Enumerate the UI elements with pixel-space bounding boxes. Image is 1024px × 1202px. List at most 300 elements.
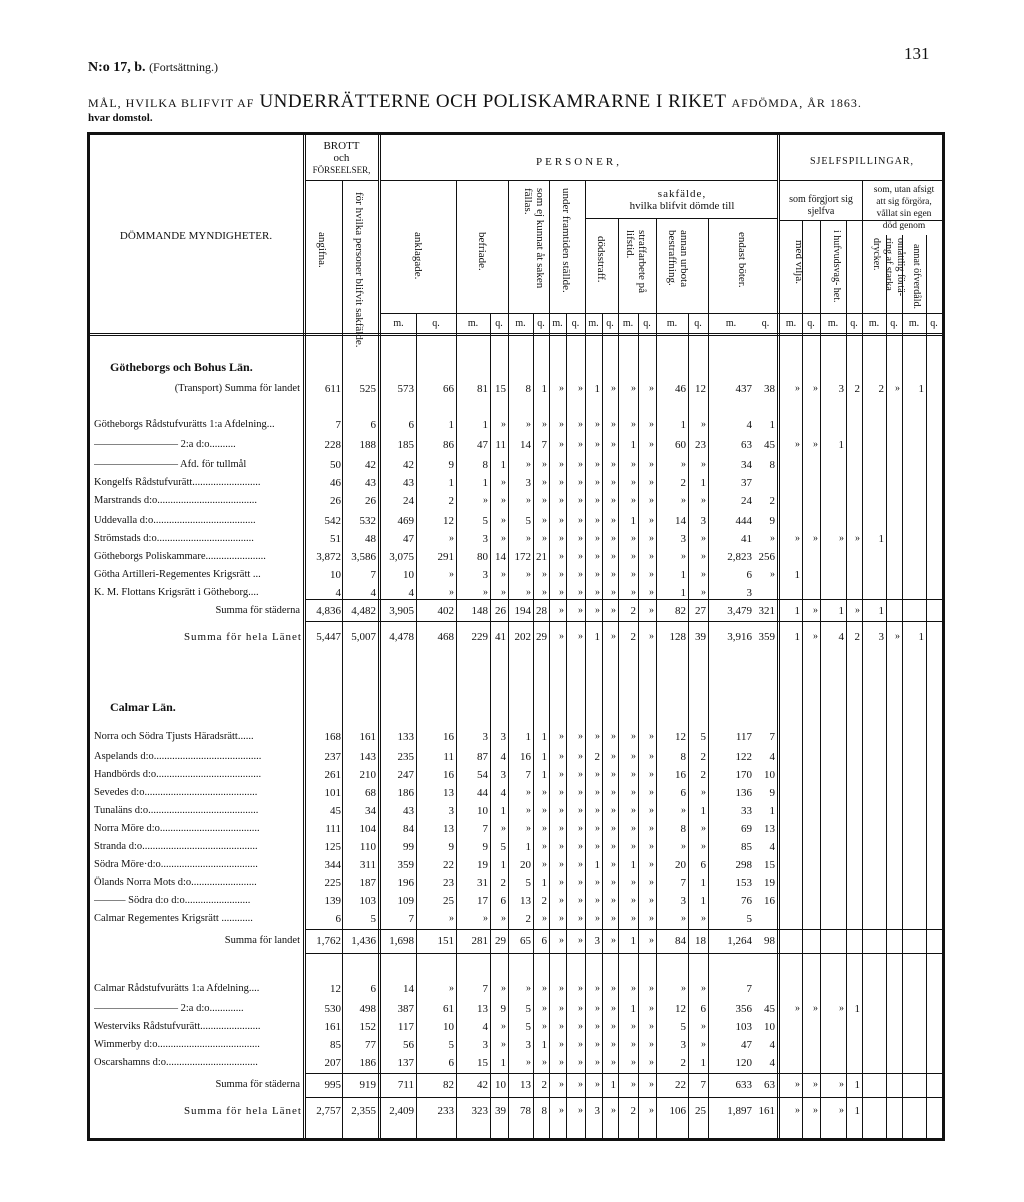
cell-value: » bbox=[631, 787, 636, 798]
header-anklagade: anklagade. bbox=[412, 232, 424, 280]
cell-value: 45 bbox=[764, 439, 775, 451]
cell-value: » bbox=[649, 1021, 654, 1032]
cell-value: » bbox=[578, 751, 583, 762]
cell-value: » bbox=[649, 477, 654, 488]
cell-value: » bbox=[681, 495, 686, 506]
cell-value: 86 bbox=[443, 439, 454, 451]
cell-value: » bbox=[559, 587, 564, 598]
cell-value: » bbox=[649, 787, 654, 798]
table-row bbox=[90, 856, 944, 874]
cell-value: 532 bbox=[359, 515, 376, 527]
cell-value: » bbox=[449, 569, 454, 580]
cell-value: 1 bbox=[482, 477, 488, 489]
cell-value: 3 bbox=[482, 533, 488, 545]
cell-value: » bbox=[559, 551, 564, 562]
table-row bbox=[90, 910, 944, 928]
row-label: K. M. Flottans Krigsrätt i Götheborg.... bbox=[94, 587, 259, 598]
cell-value: 542 bbox=[324, 515, 341, 527]
cell-value: » bbox=[595, 495, 600, 506]
cell-value: 56 bbox=[403, 1039, 414, 1051]
cell-value: 2,355 bbox=[351, 1105, 376, 1117]
cell-value: » bbox=[501, 477, 506, 488]
table-row bbox=[90, 1102, 944, 1120]
cell-value: 3 bbox=[482, 1039, 488, 1051]
unit-m: m. bbox=[666, 318, 678, 329]
page-number: 131 bbox=[904, 44, 930, 63]
table-row bbox=[90, 628, 944, 646]
cell-value: 161 bbox=[758, 1105, 775, 1117]
cell-value: 11 bbox=[495, 439, 506, 451]
cell-value: 22 bbox=[675, 1079, 686, 1091]
cell-value: 128 bbox=[669, 631, 686, 643]
unit-m: m. bbox=[515, 318, 526, 329]
cell-value: 12 bbox=[330, 983, 341, 995]
row-label: ———————— 2:a d:o.......... bbox=[94, 439, 236, 450]
cell-value: » bbox=[611, 515, 616, 526]
unit-m: m. bbox=[467, 318, 479, 329]
cell-value: 41 bbox=[495, 631, 506, 643]
cell-value: 12 bbox=[675, 731, 686, 743]
cell-value: 3 bbox=[594, 935, 600, 947]
cell-value: 65 bbox=[520, 935, 531, 947]
cell-value: 45 bbox=[764, 1003, 775, 1015]
cell-value: » bbox=[701, 551, 706, 562]
cell-value: 210 bbox=[359, 769, 376, 781]
row-label: ———————— 2:a d:o............. bbox=[94, 1003, 244, 1014]
cell-value: » bbox=[449, 587, 454, 598]
cell-value: » bbox=[611, 1057, 616, 1068]
cell-value: » bbox=[559, 823, 564, 834]
cell-value: 6 bbox=[680, 787, 686, 799]
cell-value: » bbox=[578, 605, 583, 616]
cell-value: » bbox=[701, 419, 706, 430]
cell-value: 26 bbox=[495, 605, 506, 617]
header-hvilka-domde: hvilka blifvit dömde till bbox=[629, 200, 735, 212]
cell-value: » bbox=[595, 1079, 600, 1090]
cell-value: » bbox=[578, 1079, 583, 1090]
header-hufvudsvagighet: i hufvudsvag- het. bbox=[831, 230, 842, 303]
cell-value: 7 bbox=[335, 419, 341, 431]
cell-value: 4 bbox=[500, 787, 506, 799]
cell-value: 6 bbox=[370, 419, 376, 431]
unit-q: q. bbox=[890, 318, 898, 329]
cell-value: » bbox=[611, 439, 616, 450]
row-label: Handbörds d:o........................................ bbox=[94, 769, 262, 780]
cell-value: » bbox=[631, 1021, 636, 1032]
cell-value: » bbox=[839, 1003, 844, 1014]
cell-value: » bbox=[526, 495, 531, 506]
cell-value: » bbox=[649, 859, 654, 870]
cell-value: » bbox=[595, 1021, 600, 1032]
cell-value: » bbox=[542, 533, 547, 544]
cell-value: 281 bbox=[471, 935, 488, 947]
cell-value: » bbox=[526, 533, 531, 544]
header-dodsstraff: dödsstraff. bbox=[595, 236, 607, 283]
cell-value: 39 bbox=[495, 1105, 506, 1117]
cell-value: 76 bbox=[741, 895, 752, 907]
cell-value: 2 bbox=[680, 477, 686, 489]
cell-value: » bbox=[578, 459, 583, 470]
cell-value: » bbox=[855, 605, 860, 616]
cell-value: » bbox=[701, 1021, 706, 1032]
cell-value: 1 bbox=[854, 1003, 860, 1015]
table-row bbox=[90, 492, 944, 510]
cell-value: » bbox=[559, 1021, 564, 1032]
cell-value: » bbox=[611, 1003, 616, 1014]
cell-value: 2 bbox=[854, 383, 860, 395]
cell-value: 133 bbox=[397, 731, 414, 743]
cell-value: » bbox=[501, 587, 506, 598]
cell-value: 3 bbox=[482, 569, 488, 581]
cell-value: 202 bbox=[514, 631, 531, 643]
cell-value: 41 bbox=[741, 533, 752, 545]
cell-value: » bbox=[559, 841, 564, 852]
unit-q: q. bbox=[761, 318, 770, 329]
cell-value: 5 bbox=[700, 731, 706, 743]
cell-value: » bbox=[559, 787, 564, 798]
cell-value: 63 bbox=[764, 1079, 775, 1091]
cell-value: 3 bbox=[448, 805, 454, 817]
cell-value: » bbox=[501, 1039, 506, 1050]
cell-value: 161 bbox=[324, 1021, 341, 1033]
cell-value: » bbox=[631, 533, 636, 544]
cell-value: 14 bbox=[495, 551, 506, 563]
cell-value: 120 bbox=[735, 1057, 752, 1069]
cell-value: » bbox=[895, 383, 900, 394]
table-row bbox=[90, 1036, 944, 1054]
cell-value: 5,007 bbox=[351, 631, 376, 643]
cell-value: » bbox=[542, 1021, 547, 1032]
cell-value: 5 bbox=[525, 1003, 531, 1015]
cell-value: » bbox=[649, 383, 654, 394]
cell-value: 3,075 bbox=[389, 551, 414, 563]
unit-q: q. bbox=[807, 318, 815, 329]
cell-value: » bbox=[611, 859, 616, 870]
cell-value: » bbox=[559, 495, 564, 506]
cell-value: » bbox=[526, 419, 531, 430]
cell-value: 228 bbox=[324, 439, 341, 451]
unit-m: m. bbox=[827, 318, 839, 329]
cell-value: » bbox=[542, 419, 547, 430]
cell-value: » bbox=[578, 769, 583, 780]
cell-value: » bbox=[595, 419, 600, 430]
cell-value: » bbox=[611, 569, 616, 580]
cell-value: 1 bbox=[769, 419, 775, 431]
cell-value: » bbox=[595, 1057, 600, 1068]
cell-value: » bbox=[559, 859, 564, 870]
cell-value: 153 bbox=[735, 877, 752, 889]
cell-value: » bbox=[611, 751, 616, 762]
unit-q: q. bbox=[432, 318, 440, 329]
cell-value: 26 bbox=[330, 495, 341, 507]
cell-value: 10 bbox=[764, 1021, 775, 1033]
unit-m: m. bbox=[552, 318, 563, 329]
cell-value: » bbox=[681, 841, 686, 852]
cell-value: 261 bbox=[324, 769, 341, 781]
cell-value: 29 bbox=[495, 935, 506, 947]
table-row bbox=[90, 602, 944, 620]
cell-value: » bbox=[611, 841, 616, 852]
cell-value: 8 bbox=[680, 823, 686, 835]
cell-value: 5 bbox=[482, 515, 488, 527]
cell-value: 46 bbox=[675, 383, 686, 395]
cell-value: » bbox=[611, 459, 616, 470]
series-heading bbox=[88, 60, 218, 76]
row-label: ———————— Afd. för tullmål bbox=[94, 459, 247, 470]
cell-value: 47 bbox=[477, 439, 488, 451]
cell-value: 1 bbox=[594, 631, 600, 643]
rule-personer bbox=[381, 180, 777, 181]
cell-value: 1 bbox=[482, 419, 488, 431]
cell-value: » bbox=[701, 787, 706, 798]
cell-value: » bbox=[542, 515, 547, 526]
cell-value: 13 bbox=[764, 823, 775, 835]
cell-value: 1 bbox=[500, 459, 506, 471]
cell-value: » bbox=[578, 859, 583, 870]
cell-value: 34 bbox=[365, 805, 376, 817]
cell-value: 1 bbox=[918, 383, 924, 395]
header-under-framtiden: under framtiden ställde. bbox=[560, 188, 572, 293]
cell-value: » bbox=[649, 459, 654, 470]
table-row bbox=[90, 548, 944, 566]
unit-m: m. bbox=[588, 318, 599, 329]
cell-value: 437 bbox=[735, 383, 752, 395]
cell-value: » bbox=[631, 569, 636, 580]
cell-value: » bbox=[542, 1057, 547, 1068]
unit-m: m. bbox=[393, 318, 404, 329]
cell-value: » bbox=[595, 569, 600, 580]
table-row bbox=[90, 436, 944, 454]
cell-value: 3 bbox=[878, 631, 884, 643]
cell-value: 170 bbox=[735, 769, 752, 781]
cell-value: 3 bbox=[680, 1039, 686, 1051]
cell-value: » bbox=[855, 533, 860, 544]
cell-value: » bbox=[595, 983, 600, 994]
cell-value: 1,264 bbox=[727, 935, 752, 947]
cell-value: 5 bbox=[525, 515, 531, 527]
cell-value: 6 bbox=[448, 1057, 454, 1069]
cell-value: » bbox=[701, 495, 706, 506]
cell-value: 6 bbox=[335, 913, 341, 925]
cell-value: » bbox=[578, 439, 583, 450]
cell-value: » bbox=[795, 1003, 800, 1014]
cell-value: » bbox=[611, 631, 616, 642]
cell-value: 27 bbox=[695, 605, 706, 617]
cell-value: 387 bbox=[397, 1003, 414, 1015]
cell-value: 1 bbox=[878, 605, 884, 617]
cell-value: 4 bbox=[769, 1039, 775, 1051]
cell-value: 995 bbox=[324, 1079, 341, 1091]
cell-value: 10 bbox=[495, 1079, 506, 1091]
cell-value: 77 bbox=[365, 1039, 376, 1051]
cell-value: 5 bbox=[500, 841, 506, 853]
table-row bbox=[90, 892, 944, 910]
cell-value: 46 bbox=[330, 477, 341, 489]
cell-value: » bbox=[578, 895, 583, 906]
cell-value: 4 bbox=[746, 419, 752, 431]
cell-value: 1 bbox=[794, 631, 800, 643]
cell-value: 12 bbox=[695, 383, 706, 395]
cell-value: 3 bbox=[525, 477, 531, 489]
cell-value: 3 bbox=[680, 895, 686, 907]
cell-value: » bbox=[813, 533, 818, 544]
header-befriade: befriade. bbox=[476, 232, 488, 271]
table-row bbox=[90, 728, 944, 746]
unit-q: q. bbox=[606, 318, 614, 329]
cell-value: » bbox=[578, 1057, 583, 1068]
row-label: Götheborgs Rådstufvurätts 1:a Afdelning... bbox=[94, 419, 275, 430]
cell-value: 1 bbox=[700, 1057, 706, 1069]
table-row bbox=[90, 566, 944, 584]
cell-value: 311 bbox=[359, 859, 376, 871]
cell-value: » bbox=[542, 787, 547, 798]
cell-value: » bbox=[813, 1003, 818, 1014]
header-att-sig: att sig förgöra, bbox=[876, 197, 932, 207]
cell-value: » bbox=[631, 1057, 636, 1068]
cell-value: 8 bbox=[541, 1105, 547, 1117]
cell-value: » bbox=[483, 495, 488, 506]
cell-value: 194 bbox=[514, 605, 531, 617]
cell-value: 8 bbox=[769, 459, 775, 471]
rule-sakfalde bbox=[585, 218, 777, 219]
cell-value: » bbox=[542, 495, 547, 506]
cell-value: » bbox=[649, 495, 654, 506]
cell-value: 103 bbox=[735, 1021, 752, 1033]
cell-value: » bbox=[578, 477, 583, 488]
cell-value: » bbox=[501, 823, 506, 834]
cell-value: 15 bbox=[764, 859, 775, 871]
cell-value: » bbox=[701, 533, 706, 544]
cell-value: » bbox=[578, 533, 583, 544]
cell-value: 1,698 bbox=[389, 935, 414, 947]
cell-value: 13 bbox=[443, 823, 454, 835]
cell-value: 23 bbox=[695, 439, 706, 451]
table-row bbox=[90, 1018, 944, 1036]
table-row bbox=[90, 456, 944, 474]
cell-value: 3 bbox=[680, 533, 686, 545]
cell-value: » bbox=[595, 515, 600, 526]
cell-value: 10 bbox=[330, 569, 341, 581]
cell-value: 3,905 bbox=[389, 605, 414, 617]
cell-value: 99 bbox=[403, 841, 414, 853]
cell-value: 172 bbox=[514, 551, 531, 563]
cell-value: 2 bbox=[769, 495, 775, 507]
cell-value: 106 bbox=[669, 1105, 686, 1117]
row-label: Södra Möre·d:o..................................... bbox=[94, 859, 258, 870]
cell-value: 8 bbox=[680, 751, 686, 763]
cell-value: » bbox=[578, 841, 583, 852]
cell-value: » bbox=[578, 419, 583, 430]
cell-value: 10 bbox=[443, 1021, 454, 1033]
cell-value: » bbox=[649, 419, 654, 430]
cell-value: » bbox=[542, 1003, 547, 1014]
header-och: och bbox=[333, 152, 350, 164]
cell-value: 21 bbox=[536, 551, 547, 563]
cell-value: 4 bbox=[500, 751, 506, 763]
cell-value: » bbox=[631, 769, 636, 780]
cell-value: 111 bbox=[325, 823, 341, 835]
cell-value: 20 bbox=[675, 859, 686, 871]
cell-value: 3 bbox=[500, 769, 506, 781]
rule-sum bbox=[305, 599, 944, 600]
cell-value: 1 bbox=[541, 1039, 547, 1051]
unit-m: m. bbox=[908, 318, 920, 329]
cell-value: 19 bbox=[477, 859, 488, 871]
cell-value: » bbox=[501, 569, 506, 580]
cell-value: 2 bbox=[525, 913, 531, 925]
cell-value: » bbox=[649, 631, 654, 642]
cell-value: » bbox=[649, 895, 654, 906]
cell-value: 6 bbox=[541, 935, 547, 947]
cell-value: 444 bbox=[735, 515, 752, 527]
table-row bbox=[90, 874, 944, 892]
cell-value: » bbox=[701, 1039, 706, 1050]
cell-value: » bbox=[526, 787, 531, 798]
cell-value: 42 bbox=[403, 459, 414, 471]
cell-value: » bbox=[631, 587, 636, 598]
cell-value: 1 bbox=[794, 569, 800, 581]
cell-value: 25 bbox=[443, 895, 454, 907]
cell-value: 63 bbox=[741, 439, 752, 451]
unit-m: m. bbox=[622, 318, 634, 329]
cell-value: » bbox=[649, 587, 654, 598]
cell-value: » bbox=[501, 913, 506, 924]
cell-value: » bbox=[559, 895, 564, 906]
cell-value: 44 bbox=[477, 787, 488, 799]
unit-q: q. bbox=[495, 318, 503, 329]
row-label: Summa för hela Länet bbox=[183, 631, 302, 643]
cell-value: 1 bbox=[854, 1079, 860, 1091]
row-label: Uddevalla d:o....................................... bbox=[94, 515, 256, 526]
cell-value: » bbox=[542, 805, 547, 816]
table-row bbox=[90, 1000, 944, 1018]
header-med-vilja: med vilja. bbox=[793, 240, 805, 284]
cell-value: 1 bbox=[500, 805, 506, 817]
cell-value: » bbox=[526, 823, 531, 834]
cell-value: 7 bbox=[746, 983, 752, 995]
cell-value: 10 bbox=[477, 805, 488, 817]
cell-value: » bbox=[542, 913, 547, 924]
header-for-hvilka: för hvilka personer blifvit sakfälde. bbox=[353, 192, 365, 348]
cell-value: 98 bbox=[764, 935, 775, 947]
cell-value: 82 bbox=[675, 605, 686, 617]
cell-value: » bbox=[483, 587, 488, 598]
cell-value: » bbox=[611, 551, 616, 562]
cell-value: » bbox=[595, 587, 600, 598]
cell-value: » bbox=[578, 1105, 583, 1116]
title-prefix: MÅL, HVILKA BLIFVIT AF bbox=[88, 96, 255, 110]
cell-value: 50 bbox=[330, 459, 341, 471]
cell-value: 1 bbox=[500, 1057, 506, 1069]
cell-value: 2 bbox=[541, 895, 547, 907]
cell-value: » bbox=[611, 587, 616, 598]
cell-value: » bbox=[595, 769, 600, 780]
cell-value: » bbox=[526, 569, 531, 580]
cell-value: 24 bbox=[403, 495, 414, 507]
unit-q: q. bbox=[571, 318, 580, 329]
cell-value: 1 bbox=[680, 569, 686, 581]
cell-value: 247 bbox=[397, 769, 414, 781]
cell-value: 7 bbox=[700, 1079, 706, 1091]
cell-value: 1 bbox=[541, 769, 547, 781]
unit-q: q. bbox=[850, 318, 858, 329]
cell-value: 22 bbox=[443, 859, 454, 871]
cell-value: » bbox=[501, 533, 506, 544]
unit-m: m. bbox=[725, 318, 737, 329]
cell-value: » bbox=[595, 823, 600, 834]
cell-value: 469 bbox=[397, 515, 414, 527]
table-row bbox=[90, 838, 944, 856]
